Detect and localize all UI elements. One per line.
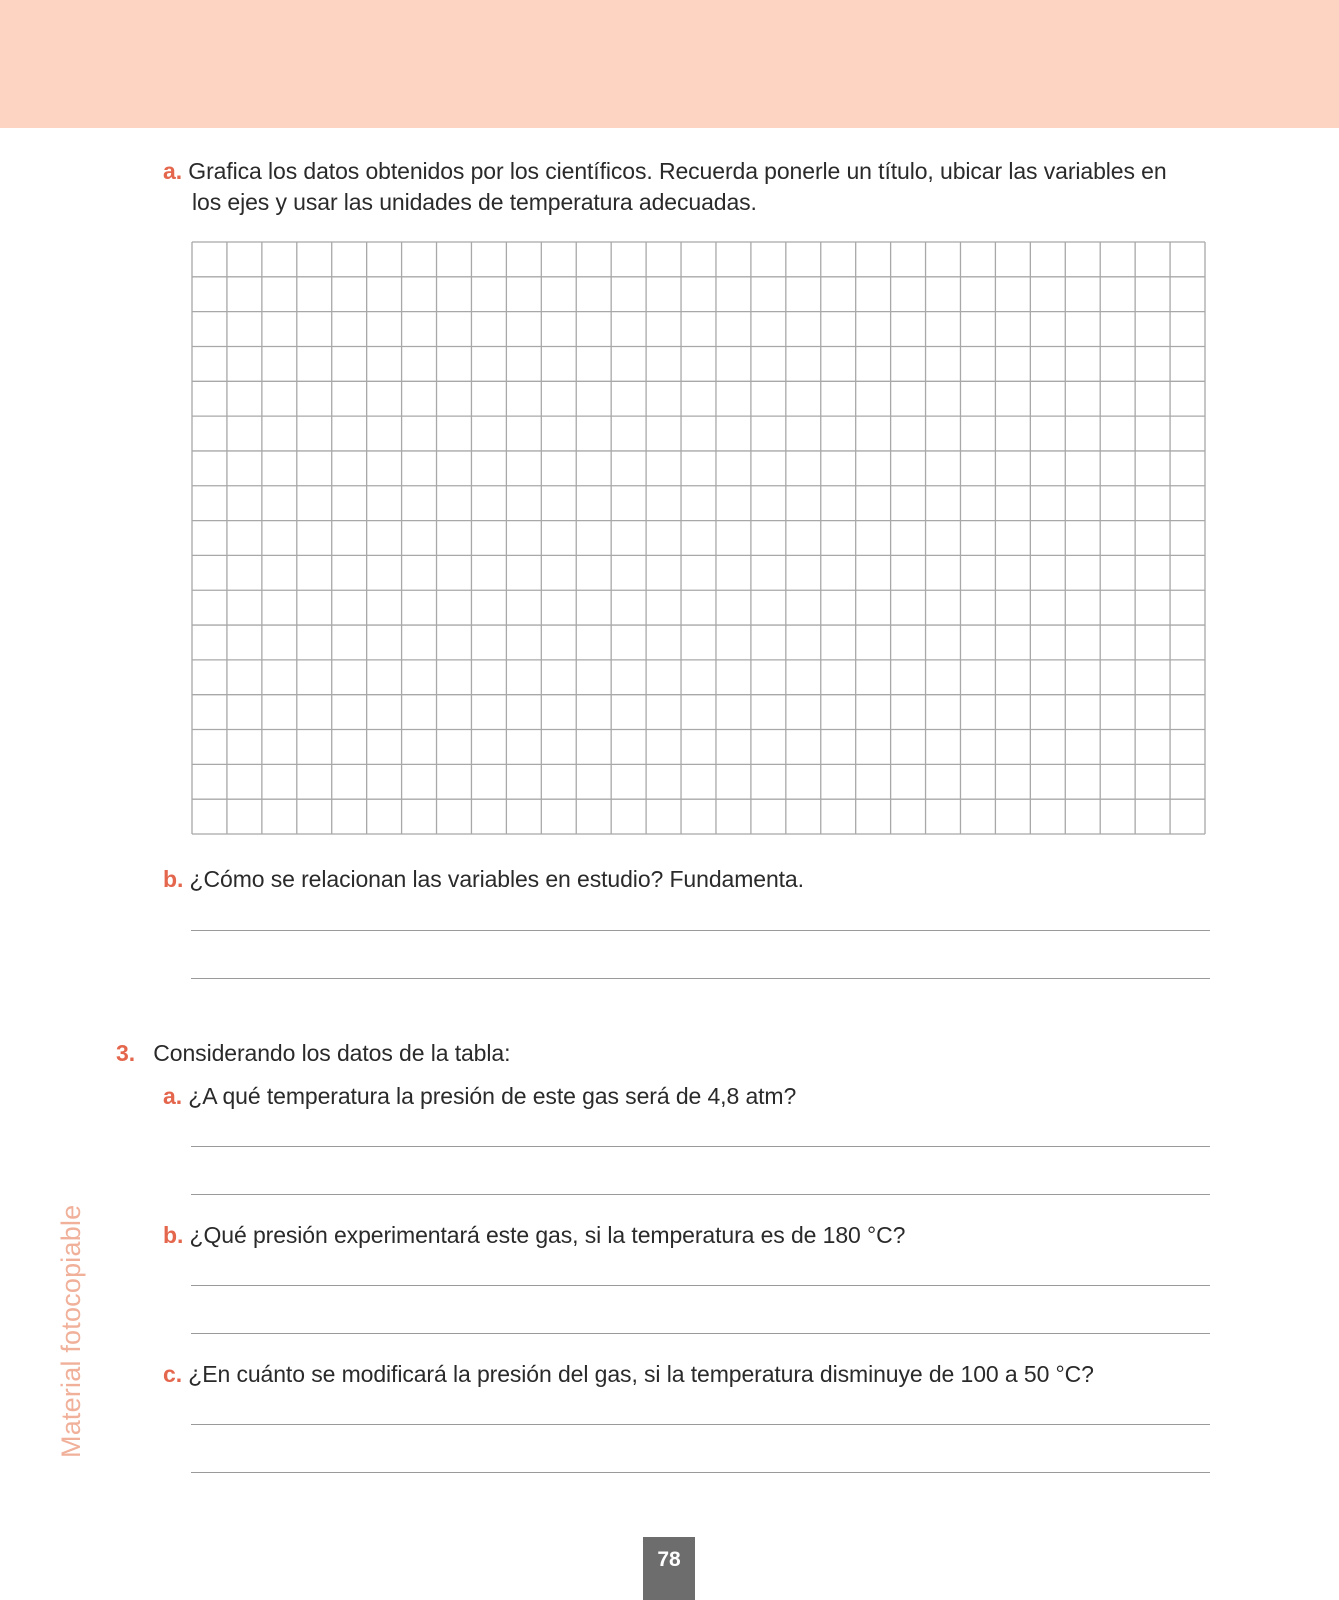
question-3c-text: ¿En cuánto se modificará la presión del gas, si la temperatura disminuye de 100 a 50 °C? — [188, 1361, 1094, 1387]
question-3-number: 3. — [116, 1040, 135, 1066]
question-3a — [163, 1081, 796, 1112]
question-3b-letter: b. — [163, 1222, 184, 1248]
answer-line[interactable] — [191, 1194, 1210, 1195]
question-3c-letter: c. — [163, 1361, 182, 1387]
item-a-letter: a. — [163, 158, 182, 184]
answer-line[interactable] — [191, 978, 1210, 979]
item-b-text: ¿Cómo se relacionan las variables en estudio? Fundamenta. — [189, 866, 804, 892]
item-b-question — [163, 864, 804, 895]
question-3-text: Considerando los datos de la tabla: — [153, 1040, 511, 1066]
item-a-instruction-line1 — [163, 156, 1167, 187]
page-number: 78 — [643, 1537, 695, 1600]
header-band — [0, 0, 1339, 128]
graph-grid[interactable] — [191, 241, 1206, 835]
answer-line[interactable] — [191, 1285, 1210, 1286]
item-a-instruction-line2: los ejes y usar las unidades de temperatura adecuadas. — [192, 189, 757, 215]
answer-line[interactable] — [191, 1333, 1210, 1334]
question-3a-letter: a. — [163, 1083, 182, 1109]
side-label-photocopiable: Material fotocopiable — [56, 1204, 86, 1458]
item-a-text-line1: Grafica los datos obtenidos por los científicos. Recuerda ponerle un título, ubicar las variables en — [188, 158, 1167, 184]
question-3c — [163, 1359, 1094, 1390]
question-3 — [116, 1038, 510, 1069]
question-3a-text: ¿A qué temperatura la presión de este gas será de 4,8 atm? — [188, 1083, 797, 1109]
question-3b-text: ¿Qué presión experimentará este gas, si la temperatura es de 180 °C? — [189, 1222, 906, 1248]
answer-line[interactable] — [191, 1472, 1210, 1473]
item-b-letter: b. — [163, 866, 184, 892]
answer-line[interactable] — [191, 930, 1210, 931]
answer-line[interactable] — [191, 1424, 1210, 1425]
question-3b — [163, 1220, 905, 1251]
graph-grid-svg — [191, 241, 1206, 835]
answer-line[interactable] — [191, 1146, 1210, 1147]
